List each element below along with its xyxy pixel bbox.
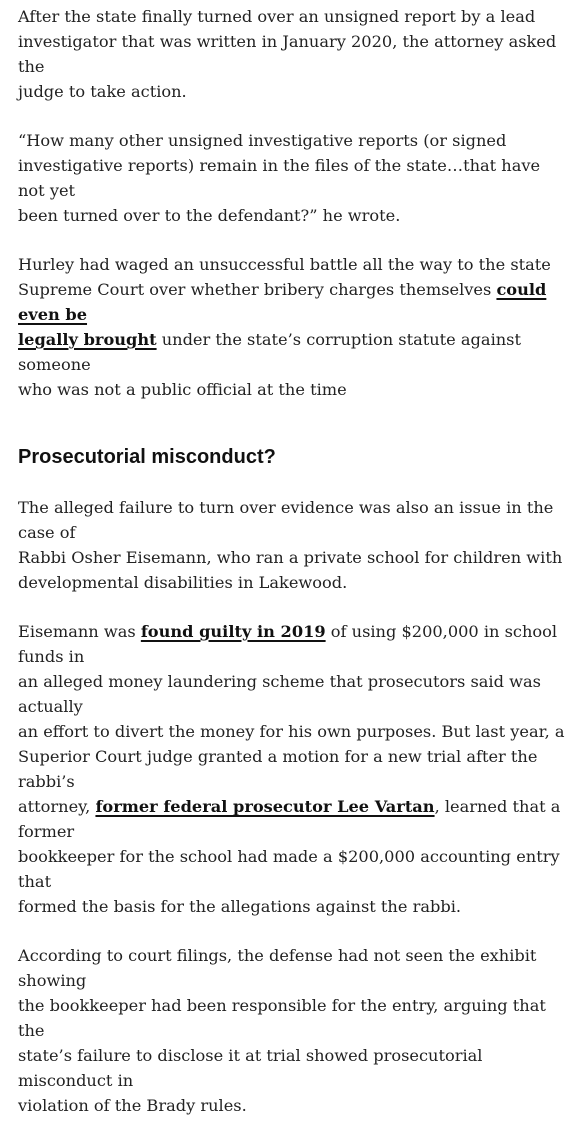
paragraph-eisemann-intro-text: The alleged failure to turn over evidence was also an issue in the case of Rabbi Osher Eisemann, who ran a private school for children with developmental disabilities in Lakewood. [18,498,563,592]
paragraph-hurley-text-after: under the state’s corruption statute against someone who was not a public official at the time [18,330,521,399]
paragraph-eisemann-text-middle: of using $200,000 in school funds in an alleged money laundering scheme that prosecutors said was actually an effort to divert the money for his own purposes. But last year, a Superior Court judge granted a motion for a new trial after the rabbi’s attorney, [18,622,565,816]
paragraph-quote-text: “How many other unsigned investigative reports (or signed investigative reports) remain in the files of the state…that have not yet been turned over to the defendant?” he wrote. [18,131,541,225]
paragraph-eisemann-case [18,619,566,919]
link-lee-vartan[interactable]: former federal prosecutor Lee Vartan [95,797,435,816]
paragraph-report [18,4,566,104]
paragraph-hurley-text-before: Hurley had waged an unsuccessful battle all the way to the state Supreme Court over whether bribery charges themselves [18,255,551,299]
paragraph-report-text: After the state finally turned over an unsigned report by a lead investigator that was written in January 2020, the attorney asked the judge to take action. [18,7,557,101]
link-legally-brought[interactable]: could even be legally brought [18,280,547,349]
paragraph-eisemann-intro [18,495,566,595]
article-body [18,4,566,1142]
paragraph-eisemann-text-before: Eisemann was [18,622,141,641]
paragraph-court-filings-text: According to court filings, the defense had not seen the exhibit showing the bookkeeper had been responsible for the entry, arguing that the state’s failure to disclose it at trial showed prosecutorial misconduct in violation of the Brady rules. [18,946,546,1115]
section-heading: Prosecutorial misconduct? [18,446,276,468]
link-found-guilty[interactable]: found guilty in 2019 [140,622,326,641]
paragraph-quote [18,128,566,228]
paragraph-court-filings [18,943,566,1118]
paragraph-hurley [18,252,566,402]
paragraph-eisemann-text-after: , learned that a former bookkeeper for the school had made a $200,000 accounting entry that formed the basis for the allegations against the rabbi. [18,797,561,916]
